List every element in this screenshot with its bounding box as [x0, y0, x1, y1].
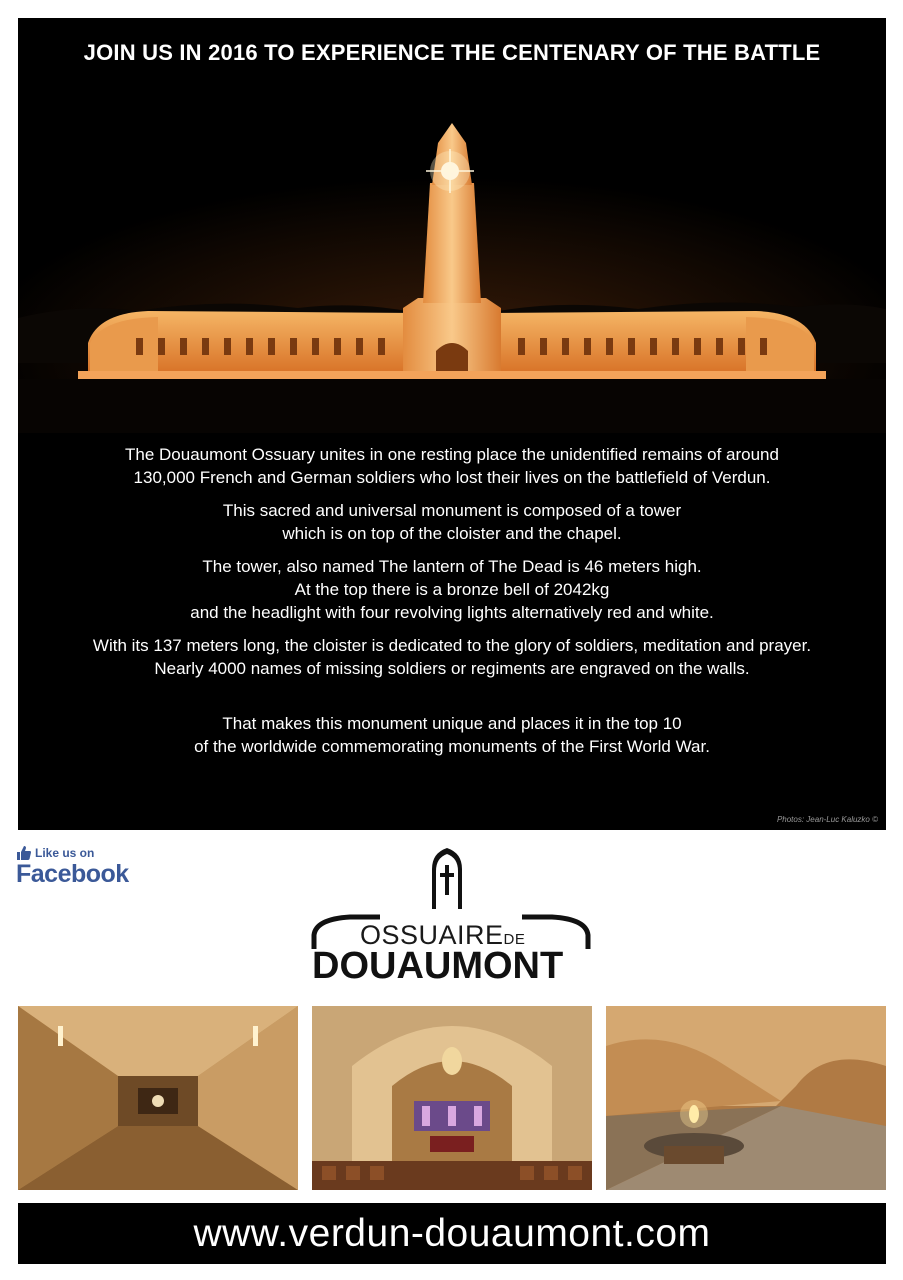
- logo-douaumont-text: DOUAUMONT: [312, 945, 564, 987]
- logo-ossuaire-text: OSSUAIREDE: [360, 920, 526, 950]
- paragraph-tower: The tower, also named The lantern of The Dead is 46 meters high. At the top there is a bronze bell of 2042kg and the headlight with four revolving lights alternatively red and white.: [190, 557, 714, 622]
- paragraph-cloister: With its 137 meters long, the cloister is dedicated to the glory of soldiers, meditation and prayer. Nearly 4000 names of missing soldiers or regiments are engraved on the walls.: [92, 636, 812, 678]
- headline: JOIN US IN 2016 TO EXPERIENCE THE CENTENARY OF THE BATTLE: [83, 40, 821, 65]
- info-panel: [18, 18, 886, 830]
- cloister-interior-photo: [606, 1006, 886, 1190]
- chapel-interior-photo: [312, 1006, 592, 1190]
- website-url[interactable]: www.verdun-douaumont.com: [193, 1211, 711, 1255]
- facebook-wordmark: Facebook: [16, 860, 129, 888]
- paragraph-monument: This sacred and universal monument is composed of a tower which is on top of the cloister and the chapel.: [222, 501, 682, 543]
- ossuary-night-photo: [18, 113, 886, 433]
- facebook-like-link[interactable]: [16, 845, 136, 887]
- description: [18, 443, 886, 768]
- photo-credit: Photos: Jean-Luc Kaluzko ©: [776, 815, 878, 824]
- chapel-cross-icon: [430, 847, 464, 909]
- website-banner[interactable]: [18, 1203, 886, 1264]
- paragraph-ossuary: The Douaumont Ossuary unites in one resting place the unidentified remains of around 130,000 French and German soldiers who lost their lives on the battlefield of Verdun.: [125, 445, 779, 487]
- thumbs-up-icon: [16, 845, 32, 861]
- paragraph-unique: That makes this monument unique and places it in the top 10 of the worldwide commemorating monuments of the First World War.: [194, 714, 710, 756]
- ossuaire-logo: [300, 845, 600, 985]
- tower-interior-photo: [18, 1006, 298, 1190]
- like-us-text: Like us on: [35, 846, 95, 860]
